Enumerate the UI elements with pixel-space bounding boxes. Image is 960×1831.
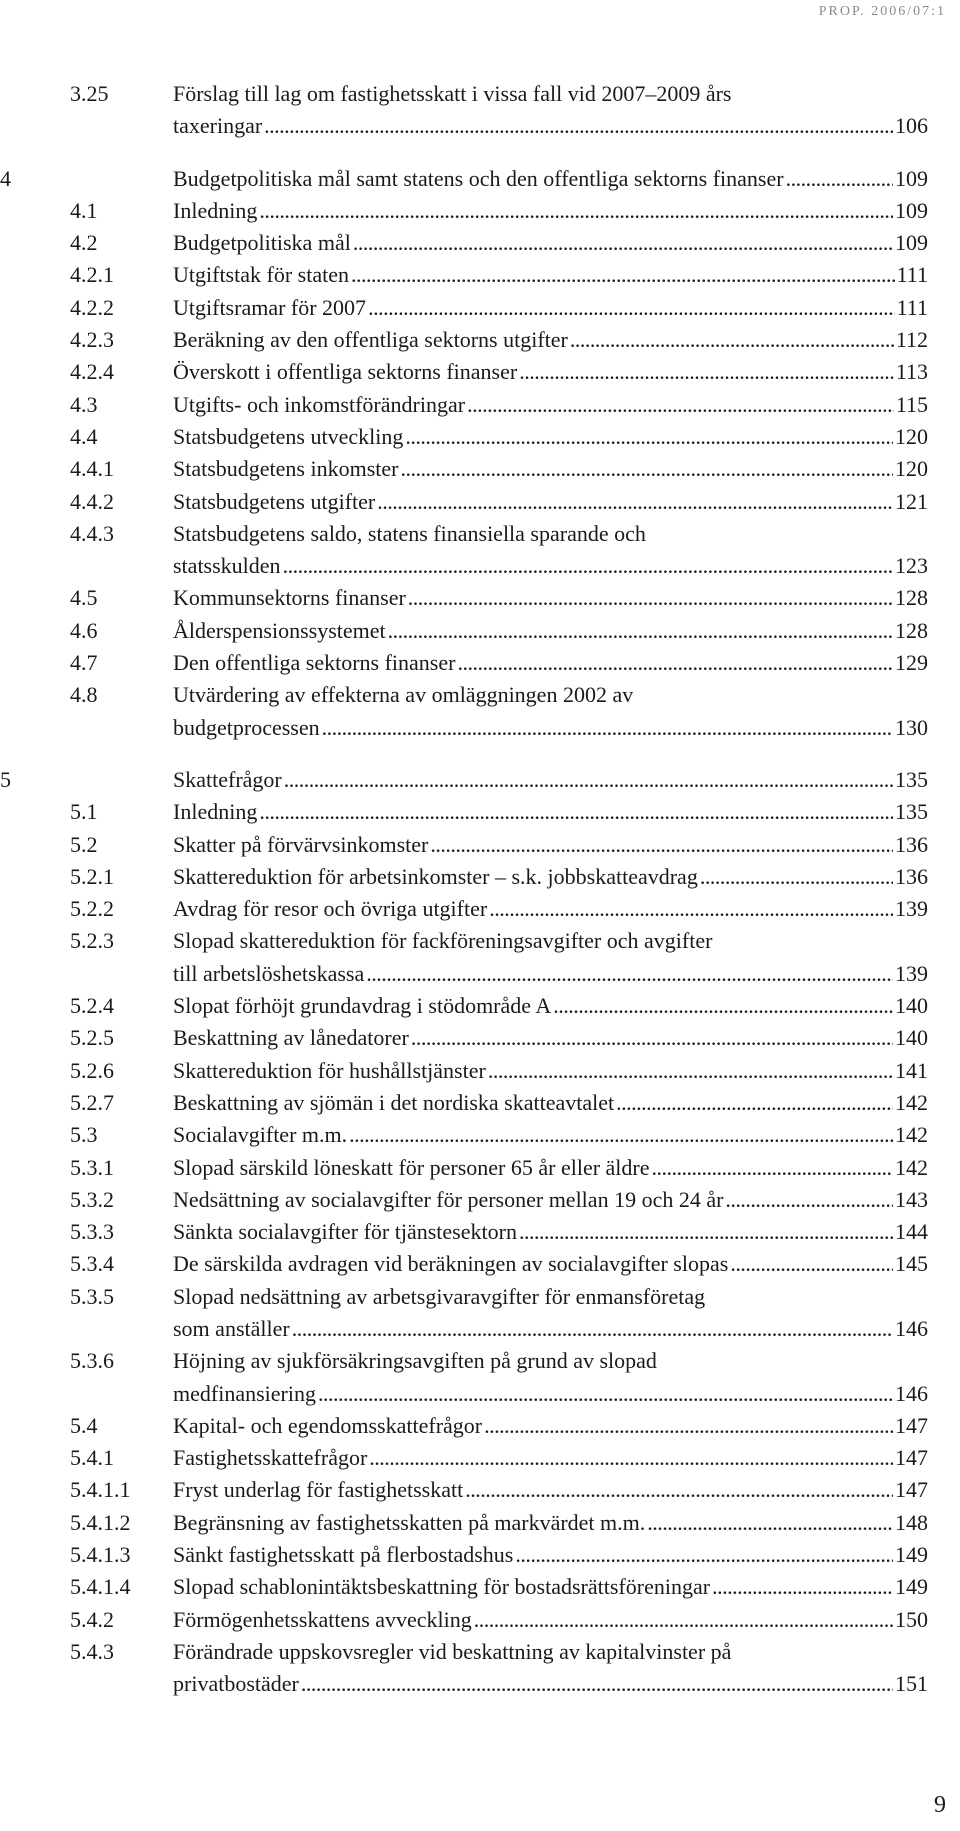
toc-entry-title: Skattereduktion för hushållstjänster — [173, 1057, 486, 1083]
toc-entry-title: Den offentliga sektorns finanser — [173, 650, 456, 676]
toc-entry[interactable] — [70, 78, 928, 143]
toc-entry-page: 148 — [895, 1509, 928, 1535]
toc-entry-number: 4.2.1 — [70, 262, 114, 288]
toc-entry-number: 4.1 — [70, 197, 98, 223]
toc-entry-title: Fryst underlag för fastighetsskatt — [173, 1477, 464, 1503]
toc-entry-number: 4.4.2 — [70, 488, 114, 514]
toc-entry[interactable] — [70, 1571, 928, 1603]
toc-entry-page: 140 — [895, 1025, 928, 1051]
table-of-contents — [0, 78, 928, 1701]
toc-entry-title: till arbetslöshetskassa — [173, 960, 365, 986]
toc-entry[interactable] — [70, 324, 928, 356]
toc-entry[interactable] — [70, 453, 928, 485]
toc-entry-title: Inledning — [173, 197, 258, 223]
toc-entry-page: 128 — [895, 585, 928, 611]
toc-entry-page: 115 — [895, 391, 928, 417]
toc-entry-number: 4.6 — [70, 617, 98, 643]
toc-entry-page: 123 — [895, 553, 928, 579]
toc-entry-number: 5.2.2 — [70, 896, 114, 922]
toc-entry-title: Beskattning av sjömän i det nordiska skatteavtalet — [173, 1089, 615, 1115]
toc-entry-page: 111 — [896, 262, 928, 288]
toc-entry[interactable] — [70, 893, 928, 925]
dot-leader — [351, 259, 895, 291]
toc-entry[interactable] — [70, 1022, 928, 1054]
toc-entry-title: Höjning av sjukförsäkringsavgiften på grund av slopad — [173, 1348, 657, 1374]
toc-entry[interactable] — [70, 259, 928, 291]
toc-entry-page: 151 — [895, 1671, 928, 1697]
toc-entry-number: 4.4.3 — [70, 520, 114, 546]
dot-leader — [377, 486, 893, 518]
toc-entry[interactable] — [70, 1604, 928, 1636]
dot-leader — [388, 615, 893, 647]
running-header: PROP. 2006/07:1 — [818, 4, 946, 19]
toc-entry-page: 141 — [895, 1057, 928, 1083]
toc-entry-number: 5.4.1.4 — [70, 1574, 131, 1600]
toc-entry-number: 5.2.1 — [70, 863, 114, 889]
dot-leader — [264, 110, 893, 142]
dot-leader — [400, 453, 893, 485]
toc-entry-number: 5.3.1 — [70, 1154, 114, 1180]
toc-entry-number: 5.4.3 — [70, 1638, 114, 1664]
toc-entry-title: Skattefrågor — [173, 766, 282, 792]
toc-entry-number: 5.3 — [70, 1122, 98, 1148]
dot-leader — [474, 1604, 893, 1636]
toc-entry-number: 5.3.5 — [70, 1283, 114, 1309]
dot-leader — [725, 1184, 893, 1216]
toc-entry-number: 5 — [0, 766, 11, 792]
toc-entry-number: 4.3 — [70, 391, 98, 417]
toc-entry-title: Sänkt fastighetsskatt på flerbostadshus — [173, 1542, 514, 1568]
toc-entry-number: 5.2.5 — [70, 1025, 114, 1051]
toc-entry[interactable] — [70, 356, 928, 388]
toc-entry-page: 139 — [895, 960, 928, 986]
dot-leader — [652, 1152, 893, 1184]
dot-leader — [353, 227, 893, 259]
toc-entry-number: 4.2 — [70, 230, 98, 256]
toc-entry-page: 136 — [895, 863, 928, 889]
dot-leader — [488, 1055, 893, 1087]
toc-entry[interactable] — [70, 1152, 928, 1184]
toc-entry-page: 128 — [895, 617, 928, 643]
toc-entry-title: Skattereduktion för arbetsinkomster – s.k. jobbskatteavdrag — [173, 863, 698, 889]
dot-leader — [283, 550, 893, 582]
dot-leader — [349, 1119, 893, 1151]
toc-entry-title: privatbostäder — [173, 1671, 299, 1697]
toc-entry[interactable] — [70, 1474, 928, 1506]
toc-entry-page: 112 — [895, 327, 928, 353]
toc-entry-page: 143 — [895, 1186, 928, 1212]
toc-entry-page: 120 — [895, 423, 928, 449]
toc-entry-page: 147 — [895, 1445, 928, 1471]
toc-entry-number: 5.3.6 — [70, 1348, 114, 1374]
toc-entry[interactable] — [70, 615, 928, 647]
toc-entry-page: 149 — [895, 1574, 928, 1600]
toc-entry-title: Budgetpolitiska mål — [173, 230, 351, 256]
toc-entry-page: 109 — [895, 197, 928, 223]
toc-entry[interactable] — [70, 829, 928, 861]
dot-leader — [366, 958, 893, 990]
dot-leader — [259, 796, 893, 828]
toc-entry[interactable] — [70, 990, 928, 1022]
toc-entry-number: 5.3.3 — [70, 1219, 114, 1245]
dot-leader — [553, 990, 893, 1022]
toc-entry-title: Förändrade uppskovsregler vid beskattning av kapitalvinster på — [173, 1638, 732, 1664]
toc-entry-number: 4.4.1 — [70, 456, 114, 482]
toc-entry[interactable] — [70, 679, 928, 744]
toc-entry-title: Slopad schablonintäktsbeskattning för bostadsrättsföreningar — [173, 1574, 711, 1600]
dot-leader — [301, 1668, 893, 1700]
toc-entry-page: 111 — [896, 294, 928, 320]
toc-entry-title: Kapital- och egendomsskattefrågor — [173, 1412, 483, 1438]
toc-entry-number: 5.4.1.2 — [70, 1509, 131, 1535]
toc-entry-page: 135 — [895, 766, 928, 792]
toc-entry[interactable] — [70, 389, 928, 421]
toc-entry-number: 4.2.3 — [70, 327, 114, 353]
toc-entry-number: 5.4.2 — [70, 1606, 114, 1632]
dot-leader — [519, 356, 894, 388]
toc-entry-title: Överskott i offentliga sektorns finanser — [173, 359, 518, 385]
toc-entry-number: 4 — [0, 165, 11, 191]
toc-entry-title: som anställer — [173, 1315, 290, 1341]
dot-leader — [259, 195, 893, 227]
toc-entry[interactable] — [0, 163, 928, 195]
toc-entry-page: 142 — [895, 1154, 928, 1180]
toc-entry-page: 120 — [895, 456, 928, 482]
toc-entry[interactable] — [70, 1087, 928, 1119]
toc-entry[interactable] — [70, 195, 928, 227]
toc-entry-number: 5.3.2 — [70, 1186, 114, 1212]
toc-entry-title: Nedsättning av socialavgifter för personer mellan 19 och 24 år — [173, 1186, 724, 1212]
dot-leader — [284, 764, 893, 796]
toc-entry-title: Slopad skattereduktion för fackföreningsavgifter och avgifter — [173, 928, 713, 954]
toc-entry-page: 140 — [895, 993, 928, 1019]
toc-entry-title: Statsbudgetens utgifter — [173, 488, 376, 514]
dot-leader — [457, 647, 893, 679]
toc-entry[interactable] — [70, 518, 928, 583]
toc-entry-title: Inledning — [173, 799, 258, 825]
toc-entry-title: Budgetpolitiska mål samt statens och den offentliga sektorns finanser — [173, 165, 784, 191]
toc-entry-number: 5.2.6 — [70, 1057, 114, 1083]
toc-entry-page: 135 — [895, 799, 928, 825]
toc-entry[interactable] — [70, 582, 928, 614]
toc-entry-number: 5.4.1 — [70, 1445, 114, 1471]
toc-entry-page: 113 — [895, 359, 928, 385]
dot-leader — [369, 1442, 893, 1474]
toc-entry-number: 4.8 — [70, 682, 98, 708]
toc-entry-page: 145 — [895, 1251, 928, 1277]
toc-entry-page: 121 — [895, 488, 928, 514]
toc-entry-number: 5.3.4 — [70, 1251, 114, 1277]
toc-entry[interactable] — [70, 1216, 928, 1248]
dot-leader — [712, 1571, 893, 1603]
toc-entry-title: Ålderspensionssystemet — [173, 617, 386, 643]
dot-leader — [322, 712, 893, 744]
toc-entry-page: 106 — [895, 113, 928, 139]
dot-leader — [465, 1474, 893, 1506]
toc-entry-title: budgetprocessen — [173, 714, 320, 740]
dot-leader — [616, 1087, 893, 1119]
toc-entry-title: taxeringar — [173, 113, 263, 139]
toc-entry-number: 5.4.1.3 — [70, 1542, 131, 1568]
toc-entry-page: 147 — [895, 1477, 928, 1503]
toc-entry-page: 147 — [895, 1412, 928, 1438]
dot-leader — [570, 324, 894, 356]
dot-leader — [467, 389, 894, 421]
toc-entry[interactable] — [70, 227, 928, 259]
toc-entry-page: 129 — [895, 650, 928, 676]
toc-entry-page: 136 — [895, 831, 928, 857]
toc-entry-title: Beräkning av den offentliga sektorns utgifter — [173, 327, 568, 353]
toc-entry-title: Statsbudgetens utveckling — [173, 423, 404, 449]
toc-entry[interactable] — [70, 1636, 928, 1701]
dot-leader — [405, 421, 893, 453]
toc-entry-page: 109 — [895, 230, 928, 256]
toc-entry-page: 150 — [895, 1606, 928, 1632]
toc-entry-title: Fastighetsskattefrågor — [173, 1445, 368, 1471]
toc-entry[interactable] — [70, 1507, 928, 1539]
toc-entry-page: 130 — [895, 714, 928, 740]
dot-leader — [515, 1539, 893, 1571]
toc-entry[interactable] — [70, 796, 928, 828]
toc-entry[interactable] — [70, 1119, 928, 1151]
toc-entry-number: 5.2.4 — [70, 993, 114, 1019]
toc-entry-title: Kommunsektorns finanser — [173, 585, 406, 611]
toc-entry-title: De särskilda avdragen vid beräkningen av socialavgifter slopas — [173, 1251, 729, 1277]
toc-entry-number: 3.25 — [70, 81, 109, 106]
toc-entry[interactable] — [70, 1184, 928, 1216]
toc-entry-number: 4.7 — [70, 650, 98, 676]
dot-leader — [489, 893, 893, 925]
toc-entry-title: Förmögenhetsskattens avveckling — [173, 1606, 472, 1632]
toc-entry-title: Slopat förhöjt grundavdrag i stödområde A — [173, 993, 552, 1019]
dot-leader — [411, 1022, 893, 1054]
toc-entry-page: 144 — [895, 1219, 928, 1245]
toc-entry-page: 146 — [895, 1315, 928, 1341]
dot-leader — [318, 1378, 893, 1410]
toc-entry-page: 142 — [895, 1089, 928, 1115]
toc-entry-title: Slopad nedsättning av arbetsgivaravgifter för enmansföretag — [173, 1283, 706, 1309]
toc-entry[interactable] — [70, 1345, 928, 1410]
dot-leader — [700, 861, 893, 893]
toc-entry[interactable] — [70, 1539, 928, 1571]
dot-leader — [408, 582, 893, 614]
toc-entry-title: Statsbudgetens saldo, statens finansiella sparande och — [173, 520, 646, 546]
toc-entry-number: 5.2.3 — [70, 928, 114, 954]
toc-entry-page: 142 — [895, 1122, 928, 1148]
toc-entry[interactable] — [70, 1055, 928, 1087]
toc-entry-number: 4.4 — [70, 423, 98, 449]
toc-entry-page: 149 — [895, 1542, 928, 1568]
toc-entry[interactable] — [70, 1248, 928, 1280]
page-number: 9 — [934, 1792, 946, 1818]
toc-entry[interactable] — [70, 421, 928, 453]
toc-entry-number: 4.2.4 — [70, 359, 114, 385]
toc-entry[interactable] — [70, 1442, 928, 1474]
dot-leader — [430, 829, 893, 861]
toc-entry-title: Utgifts- och inkomstförändringar — [173, 391, 466, 417]
toc-entry-number: 5.2 — [70, 831, 98, 857]
toc-entry-title: Utgiftstak för staten — [173, 262, 349, 288]
toc-entry-number: 5.4.1.1 — [70, 1477, 131, 1503]
toc-entry-title: Förslag till lag om fastighetsskatt i vissa fall vid 2007–2009 års — [173, 81, 732, 106]
toc-entry[interactable] — [70, 1281, 928, 1346]
toc-entry-title: Begränsning av fastighetsskatten på markvärdet m.m. — [173, 1509, 646, 1535]
toc-entry-number: 5.4 — [70, 1412, 98, 1438]
toc-entry-title: Utvärdering av effekterna av omläggningen 2002 av — [173, 682, 634, 708]
toc-entry[interactable] — [70, 861, 928, 893]
dot-leader — [484, 1410, 893, 1442]
toc-entry-page: 146 — [895, 1380, 928, 1406]
toc-entry-number: 4.2.2 — [70, 294, 114, 320]
toc-entry[interactable] — [70, 925, 928, 990]
toc-entry-title: Sänkta socialavgifter för tjänstesektorn — [173, 1219, 517, 1245]
toc-entry-title: Avdrag för resor och övriga utgifter — [173, 896, 488, 922]
dot-leader — [647, 1507, 893, 1539]
toc-entry-title: Statsbudgetens inkomster — [173, 456, 399, 482]
dot-leader — [786, 163, 893, 195]
toc-entry-title: medfinansiering — [173, 1380, 316, 1406]
toc-entry-number: 4.5 — [70, 585, 98, 611]
dot-leader — [368, 292, 895, 324]
toc-entry-title: statsskulden — [173, 553, 281, 579]
toc-entry-page: 109 — [895, 165, 928, 191]
toc-entry[interactable] — [70, 292, 928, 324]
dot-leader — [730, 1248, 893, 1280]
toc-entry-title: Slopad särskild löneskatt för personer 65 år eller äldre — [173, 1154, 650, 1180]
toc-entry-title: Utgiftsramar för 2007 — [173, 294, 367, 320]
toc-entry-page: 139 — [895, 896, 928, 922]
toc-entry[interactable] — [70, 1410, 928, 1442]
toc-entry-number: 5.2.7 — [70, 1089, 114, 1115]
dot-leader — [292, 1313, 893, 1345]
toc-entry-number: 5.1 — [70, 799, 98, 825]
toc-entry-title: Socialavgifter m.m. — [173, 1122, 348, 1148]
toc-entry-title: Skatter på förvärvsinkomster — [173, 831, 429, 857]
dot-leader — [519, 1216, 893, 1248]
toc-entry[interactable] — [70, 486, 928, 518]
toc-entry[interactable] — [0, 764, 928, 796]
toc-entry[interactable] — [70, 647, 928, 679]
toc-entry-title: Beskattning av lånedatorer — [173, 1025, 409, 1051]
